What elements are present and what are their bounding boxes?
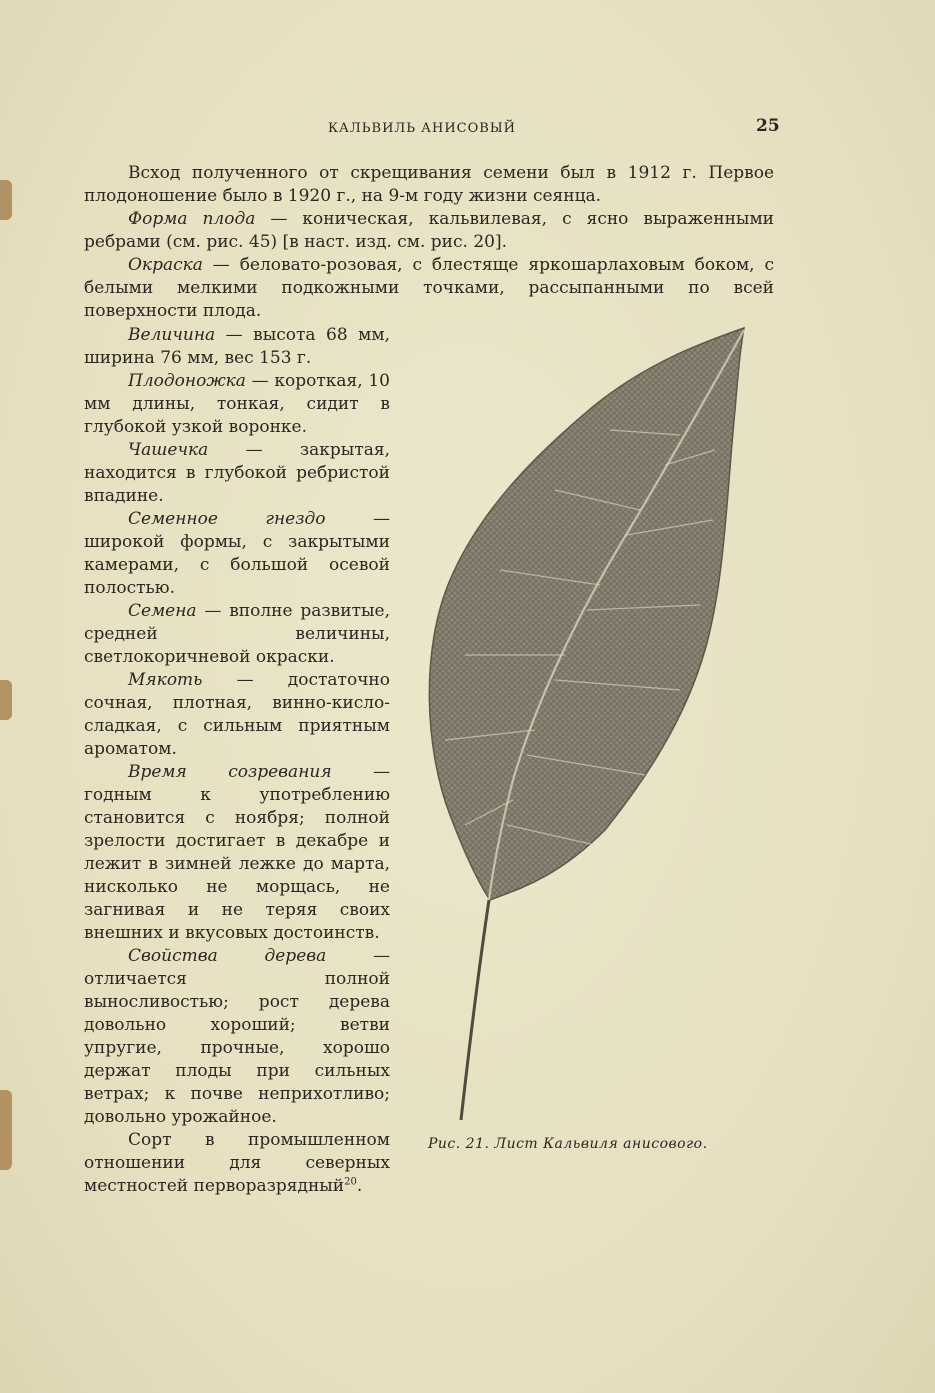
leaf-petiole [461, 900, 489, 1120]
trait-paragraph: Мякоть — достаточно сочная, плотная, винно-кисло-сладкая, с сильным приятным ароматом. [84, 670, 390, 759]
closing-paragraph: Сорт в промышленном отношении для северных местностей перворазрядный$^{20}$. [84, 1130, 390, 1196]
fruit-shape-label: Форма плода [128, 209, 256, 229]
page-edge-mark [0, 180, 12, 220]
page-number: 25 [756, 116, 780, 136]
intro-section [84, 162, 774, 323]
fruit-shape-paragraph: Форма плода — коническая, кальвилевая, с ясно выраженными ребрами (см. рис. 45) [в наст. изд. см. рис. 20]. [84, 209, 774, 252]
coloring-paragraph: Окраска — беловато-розовая, с блестяще яркошарлаховым боком, с белыми мелкими подкожными точками, рассыпанными по всей поверхности плода. [84, 255, 774, 321]
trait-paragraph: Семена — вполне развитые, средней величины, светлокоричневой окраски. [84, 601, 390, 667]
traits-column [84, 324, 390, 1198]
trait-paragraph: Плодоножка — короткая, 10 мм длины, тонкая, сидит в глубокой узкой воронке. [84, 371, 390, 437]
trait-paragraph: Чашечка — закрытая, находится в глубокой ребристой впадине. [84, 440, 390, 506]
trait-paragraph: Семенное гнездо — широкой формы, с закрытыми камерами, с большой осевой полостью. [84, 509, 391, 598]
trait-paragraph: Время созревания — годным к употреблению становится с ноября; полной зрелости достигает в декабре и лежит в зимней лежке до марта, нисколько не морщась, не загнивая и не теряя своих внешних и вкусовых достоинств. [84, 762, 390, 943]
leaf-illustration [395, 320, 775, 1130]
page-edge-mark [0, 680, 12, 720]
figure-caption: Рис. 21. Лист Кальвиля анисового. [428, 1136, 708, 1152]
intro-paragraph: Всход полученного от скрещивания семени был в 1912 г. Первое плодоношение было в 1920 г., на 9-м году жизни сеянца. [84, 163, 774, 206]
coloring-label: Окраска [128, 255, 203, 275]
page-edge-mark [0, 1090, 12, 1170]
trait-paragraph: Величина — высота 68 мм, ширина 76 мм, вес 153 г. [84, 325, 390, 368]
footnote-ref: 20 [344, 1176, 357, 1188]
trait-paragraph: Свойства дерева — отличается полной выносливостью; рост дерева довольно хороший; ветви упругие, прочные, хорошо держат плоды при сильных ветрах; к почве неприхотливо; довольно урожайное. [84, 946, 390, 1127]
running-title: КАЛЬВИЛЬ АНИСОВЫЙ [328, 121, 516, 136]
